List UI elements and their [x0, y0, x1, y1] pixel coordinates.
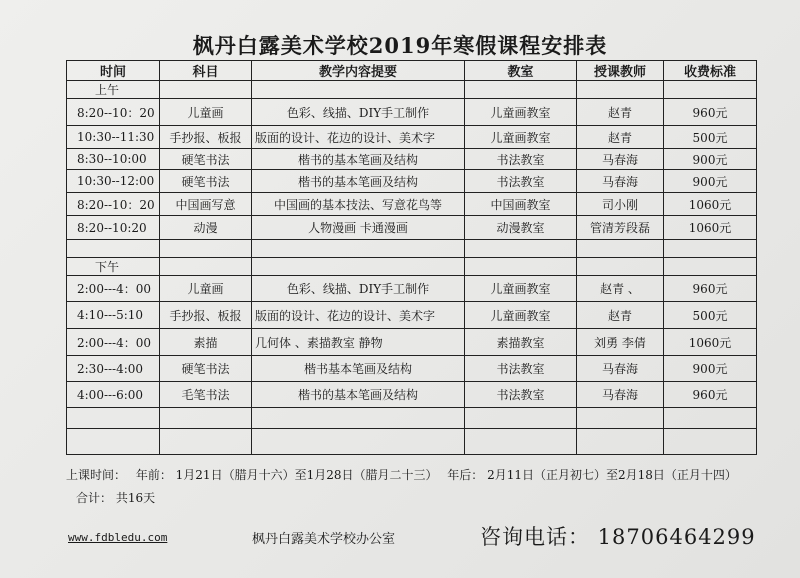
- cell-teacher: 赵青: [577, 126, 664, 149]
- cell-teacher: 赵青: [577, 302, 664, 329]
- cell-fee: 1060元: [664, 193, 757, 216]
- cell-content: 中国画的基本技法、写意花鸟等: [252, 193, 465, 216]
- header-content: 教学内容提要: [252, 61, 465, 81]
- section-row: [67, 81, 757, 99]
- cell-subject: 儿童画: [160, 276, 252, 302]
- cell-subject: 素描: [160, 329, 252, 356]
- cell-subject: 儿童画: [160, 99, 252, 126]
- cell-content: 楷书的基本笔画及结构: [252, 170, 465, 193]
- empty-row: [67, 240, 757, 258]
- cell-content: 楷书的基本笔画及结构: [252, 382, 465, 408]
- cell-room: 儿童画教室: [465, 126, 577, 149]
- cell-content: 版面的设计、花边的设计、美术字: [252, 126, 465, 149]
- header-teacher: 授课教师: [577, 61, 664, 81]
- cell-time: 8:30--10:00: [67, 149, 160, 170]
- schedule-table: [66, 60, 757, 455]
- table-row: [67, 99, 757, 126]
- cell-content: 楷书的基本笔画及结构: [252, 149, 465, 170]
- cell-room: 儿童画教室: [465, 302, 577, 329]
- cell-room: 儿童画教室: [465, 99, 577, 126]
- class-time-line: [66, 466, 743, 483]
- cell-time: 8:20--10：20: [67, 193, 160, 216]
- cell-time: 2:00---4：00: [67, 329, 160, 356]
- cell-fee: 500元: [664, 126, 757, 149]
- cell-room: 动漫教室: [465, 216, 577, 240]
- cell-subject: 硬笔书法: [160, 170, 252, 193]
- cell-fee: 1060元: [664, 216, 757, 240]
- cell-fee: 900元: [664, 356, 757, 382]
- cell-teacher: 赵青: [577, 99, 664, 126]
- total-days: 合计： 共16天: [76, 491, 156, 505]
- cell-room: 书法教室: [465, 170, 577, 193]
- cell-room: 书法教室: [465, 356, 577, 382]
- cell-subject: 毛笔书法: [160, 382, 252, 408]
- cell-room: 书法教室: [465, 149, 577, 170]
- cell-teacher: 马春海: [577, 382, 664, 408]
- section-label-morning: 上午: [67, 81, 160, 99]
- cell-teacher: 司小刚: [577, 193, 664, 216]
- cell-time: 10:30--11:30: [67, 126, 160, 149]
- cell-fee: 960元: [664, 276, 757, 302]
- cell-fee: 960元: [664, 99, 757, 126]
- table-row: [67, 329, 757, 356]
- cell-fee: 960元: [664, 382, 757, 408]
- cell-time: 4:10---5:10: [67, 302, 160, 329]
- table-row: [67, 149, 757, 170]
- cell-subject: 硬笔书法: [160, 356, 252, 382]
- cell-room: 中国画教室: [465, 193, 577, 216]
- table-row: [67, 276, 757, 302]
- empty-row: [67, 429, 757, 455]
- header-room: 教室: [465, 61, 577, 81]
- section-label-afternoon: 下午: [67, 258, 160, 276]
- cell-time: 8:20--10:20: [67, 216, 160, 240]
- table-row: [67, 216, 757, 240]
- cell-fee: 500元: [664, 302, 757, 329]
- cell-content: 楷书基本笔画及结构: [252, 356, 465, 382]
- table-row: [67, 170, 757, 193]
- cell-time: 2:00---4：00: [67, 276, 160, 302]
- cell-content: 几何体 、素描教室 静物: [252, 329, 465, 356]
- cell-room: 素描教室: [465, 329, 577, 356]
- before-new-year-dates: 年前： 1月21日（腊月十六）至1月28日（腊月二十三）: [135, 468, 438, 482]
- cell-content: 人物漫画 卡通漫画: [252, 216, 465, 240]
- cell-fee: 900元: [664, 149, 757, 170]
- table-row: [67, 193, 757, 216]
- table-row: [67, 356, 757, 382]
- header-subject: 科目: [160, 61, 252, 81]
- cell-room: 书法教室: [465, 382, 577, 408]
- header-fee: 收费标准: [664, 61, 757, 81]
- cell-time: 8:20--10：20: [67, 99, 160, 126]
- cell-time: 4:00---6:00: [67, 382, 160, 408]
- cell-teacher: 马春海: [577, 149, 664, 170]
- cell-content: 色彩、线描、DIY手工制作: [252, 99, 465, 126]
- after-new-year-dates: 年后： 2月11日（正月初七）至2月18日（正月十四）: [447, 468, 737, 482]
- cell-teacher: 赵青 、: [577, 276, 664, 302]
- section-row: [67, 258, 757, 276]
- cell-teacher: 马春海: [577, 356, 664, 382]
- cell-subject: 手抄报、板报: [160, 302, 252, 329]
- cell-time: 10:30--12:00: [67, 170, 160, 193]
- class-time-label: 上课时间：: [66, 468, 127, 482]
- cell-room: 儿童画教室: [465, 276, 577, 302]
- header-row: [67, 61, 757, 81]
- cell-subject: 中国画写意: [160, 193, 252, 216]
- cell-fee: 900元: [664, 170, 757, 193]
- empty-row: [67, 408, 757, 429]
- cell-teacher: 马春海: [577, 170, 664, 193]
- table-row: [67, 382, 757, 408]
- header-time: 时间: [67, 61, 160, 81]
- cell-fee: 1060元: [664, 329, 757, 356]
- cell-subject: 硬笔书法: [160, 149, 252, 170]
- phone-number: 咨询电话： 18706464299: [480, 525, 756, 549]
- cell-teacher: 刘勇 李倩: [577, 329, 664, 356]
- page-title: 枫丹白露美术学校2019年寒假课程安排表: [192, 33, 608, 58]
- cell-subject: 动漫: [160, 216, 252, 240]
- cell-teacher: 管清芳段磊: [577, 216, 664, 240]
- cell-time: 2:30---4:00: [67, 356, 160, 382]
- cell-subject: 手抄报、板报: [160, 126, 252, 149]
- table-row: [67, 302, 757, 329]
- website-link[interactable]: www.fdbledu.com: [68, 531, 168, 544]
- cell-content: 色彩、线描、DIY手工制作: [252, 276, 465, 302]
- table-row: [67, 126, 757, 149]
- office-name: 枫丹白露美术学校办公室: [252, 532, 396, 547]
- cell-content: 版面的设计、花边的设计、美术字: [252, 302, 465, 329]
